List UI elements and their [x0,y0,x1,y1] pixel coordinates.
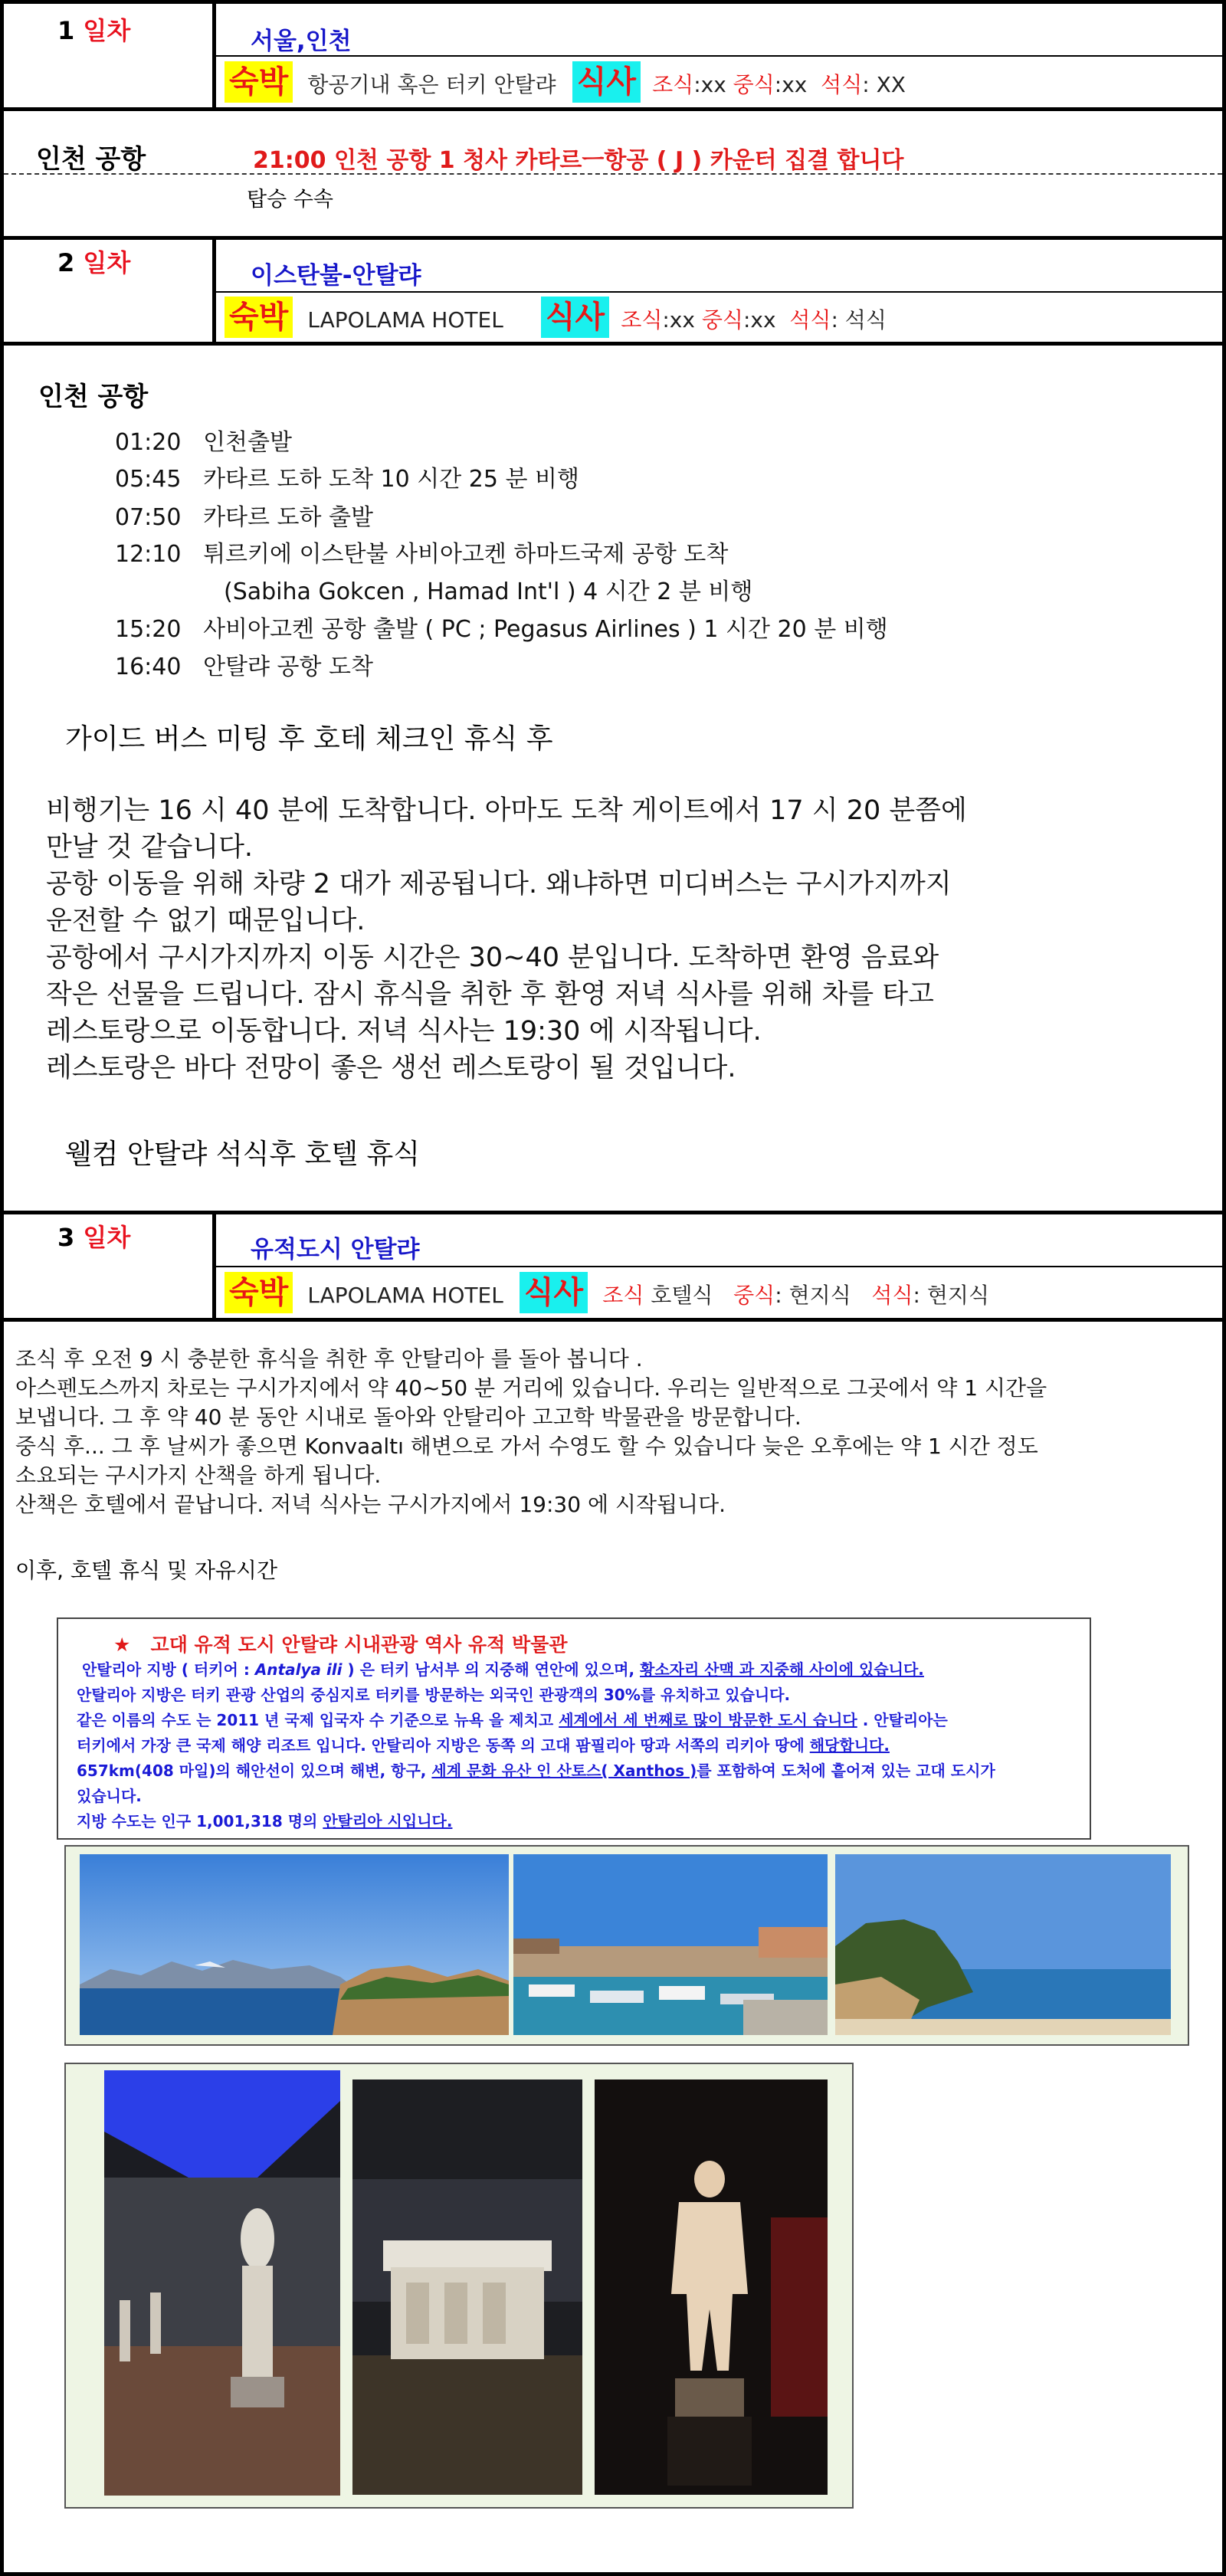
divider [215,55,1224,57]
incheon-airport-title: 인천 공항 [36,144,146,175]
divider [0,1318,1226,1322]
meeting-notice: 21:00 인천 공항 1 청사 카타르ㅡ항공 ( J ) 카운터 집결 합니다 [253,147,904,174]
dinner-label: 석식 [871,1283,913,1308]
dinner-value: : 현지식 [913,1283,990,1308]
divider [0,1211,1226,1214]
lunch-label: 중식 [701,307,743,333]
coastline-photo [80,1854,509,2035]
day2-route: 이스탄불-안탈랴 [251,262,421,290]
breakfast-label: 조식 [652,72,694,97]
divider [0,0,1226,4]
lodging-value: LAPOLAMA HOTEL [307,1283,503,1308]
divider [0,236,4,345]
divider [0,107,4,238]
dinner-label: 석식 [789,307,831,333]
divider [1222,342,1226,1212]
breakfast-value: 호텔식 [644,1283,713,1308]
schedule-row: 15:20 사비아고켄 공항 출발 ( PC ; Pegasus Airlines ) 1 시간 20 분 비행 [115,616,888,643]
schedule-row: 12:10 튀르키에 이스탄불 사비아고켄 하마드국제 공항 도착 [115,541,729,568]
day2-detail-title: 인천 공항 [38,382,149,412]
divider [215,1266,1224,1267]
sarcophagus-photo [352,2079,582,2495]
divider [215,291,1224,293]
museum-hall-photo [104,2070,340,2496]
breakfast-value: :xx [693,72,726,97]
divider [1222,107,1226,238]
day1-label: 1 일차 [57,16,131,45]
dinner-label: 석식 [821,72,863,97]
schedule-row: (Sabiha Gokcen , Hamad Int'l ) 4 시간 2 분 비행 [224,578,753,605]
harbor-photo [513,1854,828,2035]
breakfast-label: 조식 [602,1283,644,1308]
divider [1222,1318,1226,2576]
info-box-title: ★ 고대 유적 도시 안탈랴 시내관광 역사 유적 박물관 [113,1634,568,1656]
star-icon: ★ [113,1634,131,1656]
day1-info-row [225,61,906,103]
meal-tag: 식사 [541,297,609,338]
day3-route: 유적도시 안탈랴 [251,1236,420,1263]
day3-info-row [225,1272,989,1313]
free-time-text: 이후, 호텔 휴식 및 자유시간 [15,1558,278,1583]
lunch-value: :xx [742,307,776,333]
divider [4,173,1222,175]
schedule-row: 16:40 안탈랴 공항 도착 [115,654,374,680]
schedule-row: 05:45 카타르 도하 도착 10 시간 25 분 비행 [115,466,579,493]
lodging-value: 항공기내 혹은 터키 안탈랴 [307,72,556,97]
cliff-beach-photo [835,1854,1171,2035]
divider [0,236,1226,240]
day3-label: 3 일차 [57,1223,131,1252]
day2-label: 2 일차 [57,248,131,277]
welcome-text: 웰컴 안탈랴 석식후 호텔 휴식 [65,1139,421,1170]
meal-tag: 식사 [520,1272,588,1313]
dinner-value: : 석식 [831,307,887,333]
divider [0,1211,4,1322]
divider [0,342,1226,346]
info-box-body: 안탈리아 지방 ( 터키어 : Antalya ili ) 은 터키 남서부 의 지중해 연안에 있으며, 황소자리 산맥 과 지중해 사이에 있습니다. 안탈리아 지방은 터키 관광 산업의 중심지로 터키를 방문하는 외국인 관광객의 30%를 유치하고 있습니다. 같은 이름의 수도 는 2011 년 국제 입국자 수 기준으로 뉴욕 을 제치고 세계에서 세 번째로 많이 방문한 도시 습니다 . 안탈리아는 터키에서 가장 큰 국제 해양 리조트 입니다. 안탈리아 지방은 동쪽 의 고대 팜필리아 땅과 서쪽의 리키아 땅에 해당합니다. 657km(408 마일)의 해안선이 있으며 해변, 항구, 세계 문화 유산 인 산토스( Xanthos )를 포함하여 도처에 흩어져 있는 고대 도시가 있습니다. 지방 수도는 인구 1,001,318 명의 안탈리아 시입니다. [77,1660,995,1830]
day2-paragraph: 비행기는 16 시 40 분에 도착합니다. 아마도 도착 게이트에서 17 시 20 분쯤에 만날 것 같습니다. 공항 이동을 위해 차량 2 대가 제공됩니다. 왜냐하면 미디버스는 구시가지까지 운전할 수 없기 때문입니다. 공항에서 구시가지까지 이동 시간은 30~40 분입니다. 도착하면 환영 음료와 작은 선물을 드립니다. 잠시 휴식을 취한 후 환영 저녁 식사를 위해 차를 타고 레스토랑으로 이동합니다. 저녁 식사는 19:30 에 시작됩니다. 레스토랑은 바다 전망이 좋은 생선 레스토랑이 될 것입니다. [46,795,967,1083]
antalya-info-box [57,1617,1091,1840]
lunch-value: : 현지식 [775,1283,851,1308]
guide-meeting-text: 가이드 버스 미팅 후 호테 체크인 휴식 후 [65,723,553,755]
divider [0,342,4,1212]
divider [212,236,216,345]
lunch-label: 중식 [733,72,775,97]
dinner-value: : XX [862,72,906,97]
lunch-label: 중식 [733,1283,775,1308]
lodging-tag: 숙박 [225,1272,293,1313]
lodging-tag: 숙박 [225,61,293,103]
boarding-text: 탑승 수속 [247,188,333,211]
lodging-value: LAPOLAMA HOTEL [307,307,503,333]
divider [0,107,1226,111]
divider [0,2572,1226,2576]
divider [212,0,216,107]
day2-info-row [225,297,887,338]
lunch-value: :xx [774,72,808,97]
day1-route: 서울,인천 [251,28,352,55]
schedule-row: 01:20 인천출발 [115,429,292,456]
lodging-tag: 숙박 [225,297,293,338]
schedule-row: 07:50 카타르 도하 출발 [115,504,374,531]
divider [0,0,4,107]
statue-photo [595,2079,828,2495]
divider [1222,0,1226,107]
divider [0,1318,4,2576]
meal-tag: 식사 [572,61,641,103]
breakfast-label: 조식 [621,307,663,333]
day3-paragraph: 조식 후 오전 9 시 충분한 휴식을 취한 후 안탈리아 를 돌아 봅니다 . 아스펜도스까지 차로는 구시가지에서 약 40~50 분 거리에 있습니다. 우리는 일반적으로 그곳에서 약 1 시간을 보냅니다. 그 후 약 40 분 동안 시내로 돌아와 안탈리아 고고학 박물관을 방문합니다. 중식 후... 그 후 날씨가 좋으면 Konvaaltı 해변으로 가서 수영도 할 수 있습니다 늦은 오후에는 약 1 시간 정도 소요되는 구시가지 산책을 하게 됩니다. 산책은 호텔에서 끝납니다. 저녁 식사는 구시가지에서 19:30 에 시작됩니다. [15,1346,1047,1517]
breakfast-value: :xx [662,307,695,333]
divider [1222,236,1226,345]
